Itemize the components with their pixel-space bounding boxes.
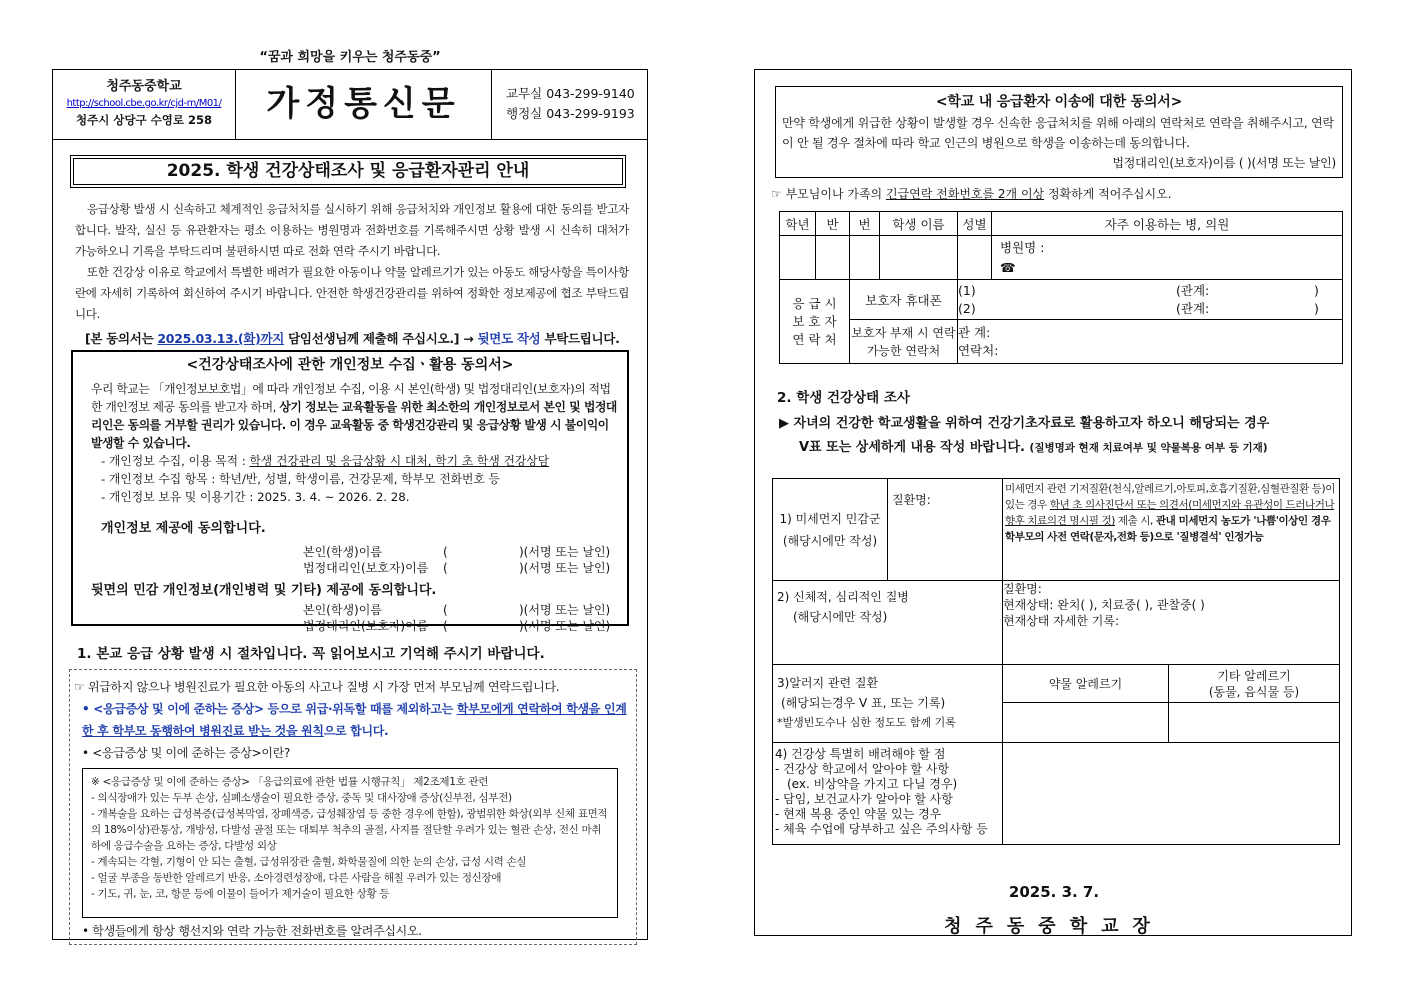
emergency-contact-label: 응 급 시 보 호 자 연 락 처	[780, 280, 850, 364]
agree-sensitive-info: 뒷면의 민감 개인정보(개인병력 및 기타) 제공에 동의합니다.	[91, 583, 437, 598]
special-care-label: 4) 건강상 특별히 배려해야 할 점 - 건강상 학교에서 알아야 할 사항 (ex. 비상약을 가지고 다닐 경우) - 담임, 보건교사가 알아야 할 사항 - 현재 복용 중인 약물 있는 경우 - 체육 수업에 당부하고 싶은 주의사항 등	[773, 743, 1003, 845]
grade-field[interactable]	[780, 236, 816, 280]
symptom-1: - 의식장애가 있는 두부 손상, 심폐소생술이 필요한 증상, 중독 및 대사장애 증상(신부전, 심부전)	[91, 792, 512, 804]
consent-title: <건강상태조사에 관한 개인정보 수집ㆍ활용 동의서>	[186, 357, 514, 373]
letter-header	[53, 70, 647, 140]
due-date: 2025.03.13.(화)까지	[157, 331, 285, 346]
fine-dust-label: 1) 미세먼지 민감군 (해당시에만 작성)	[773, 479, 888, 581]
consent-item-period: - 개인정보 보유 및 이용기간 : 2025. 3. 4. ~ 2026. 2. 28.	[101, 490, 410, 504]
transfer-consent-signature[interactable]: 법정대리인(보호자)이름 ( )(서명 또는 날인)	[1112, 156, 1336, 170]
student-contact-table	[779, 211, 1343, 364]
transfer-consent-title: <학교 내 응급환자 이송에 대한 동의서>	[935, 94, 1183, 110]
emergency-procedure-box	[69, 669, 637, 945]
notice-text: 부탁드립니다.	[540, 331, 620, 346]
submission-notice	[85, 329, 647, 347]
signature-student-1[interactable]: 본인(학생)이름 ( )(서명 또는 날인)	[303, 545, 611, 559]
procedure-line-1: ☞ 위급하지 않으나 병원진료가 필요한 아동의 사고나 질병 시 가장 먼저 부모님께 연락드립니다.	[74, 680, 560, 694]
name-field[interactable]	[880, 236, 958, 280]
gender-field[interactable]	[958, 236, 992, 280]
school-url-link[interactable]: http://school.cbe.go.kr/cjd-m/M01/	[66, 98, 222, 109]
symptom-2: - 개복술을 요하는 급성복증(급성복막염, 장폐색증, 급성췌장염 등 중한 경우에 한함), 광범위한 화상(외부 신체 표면적의 18%이상)관통상, 개방성, 다발성 골절 또는 대퇴부 척추의 골절, 사지를 절단할 우려가 있는 혈관 손상, 전신 마취하에 응급수술을 요하는 증상, 다발성 외상	[91, 808, 608, 852]
school-info	[53, 70, 236, 139]
doc-title-box	[70, 155, 626, 188]
notice-text: 담임선생님께 제출해 주십시오.] →	[284, 331, 478, 346]
guardian-mobile-field[interactable]: (1) (관계: ) (2) (관계: )	[958, 280, 1343, 320]
allergy-label: 3)알러지 관련 질환 (해당되는경우 V 표, 또는 기록) *발생빈도수나 심한 정도도 함께 기록	[773, 665, 1003, 743]
hospital-field[interactable]: 병원명 : ☎	[992, 236, 1343, 280]
col-name: 학생 이름	[880, 212, 958, 236]
consent-item-purpose: - 개인정보 수집, 이용 목적 : 학생 건강관리 및 응급상황 시 대처, 학기 초 학생 건강상담	[101, 454, 550, 468]
fine-dust-note: 미세먼지 관련 기저질환(천식,알레르기,아토피,호흡기질환,심혈관질환 등)이 있는 경우 학년 초 의사진단서 또는 의견서(미세먼지와 유관성이 드러나거나 향후 치료의견 명시필 것) 제출 시, 관내 미세먼지 농도가 '나쁨'이상인 경우 학부모의 사전 연락(문자,전화 등)으로 '질병결석' 인정가능	[1003, 479, 1340, 581]
consent-body-bold: 상기 정보는 교육활동을 위한 최소한의 개인정보로서 본인 및 법정대리인은 동의를 거부할 권리가 있습니다. 이 경우 교육활동 중 학생건강관리 및 응급상황 발생 시 불이익이 발생할 수 있습니다.	[91, 400, 617, 450]
back-side-notice: 뒷면도 작성	[477, 331, 541, 346]
emergency-symptoms-box	[82, 768, 618, 918]
other-allergy-header: 기타 알레르기 (동물, 음식물 등)	[1169, 665, 1340, 703]
health-status-table	[772, 478, 1340, 845]
col-hospital: 자주 이용하는 병, 의원	[992, 212, 1343, 236]
class-field[interactable]	[816, 236, 850, 280]
phone-icon: ☎	[1000, 259, 1016, 275]
intro-paragraph-1: 응급상황 발생 시 신속하고 체계적인 응급처치를 실시하기 위해 응급처치와 개인정보 활용에 대한 동의를 받고자 합니다. 발작, 실신 등 유관환자는 평소 이용하는 병원명과 전화번호를 기록해주시면 상황 발생 시 신속히 대처가 가능하오니 기록을 부탁드리며 불편하시면 따로 전화 연락 주시기 바랍니다.	[75, 202, 629, 258]
notice-text: [본 동의서는	[85, 331, 158, 346]
contact-hint: ☞ 부모님이나 가족의 긴급연락 전화번호를 2개 이상 정확하게 적어주십시오.	[771, 187, 1172, 201]
school-name: 청주동중학교	[106, 79, 182, 94]
col-class: 반	[816, 212, 850, 236]
col-grade: 학년	[780, 212, 816, 236]
privacy-consent-box	[71, 350, 629, 633]
signature-guardian-1[interactable]: 법정대리인(보호자)이름 ( )(서명 또는 날인)	[303, 561, 611, 575]
signature-guardian-2[interactable]: 법정대리인(보호자)이름 ( )(서명 또는 날인)	[303, 619, 611, 633]
phone-numbers	[492, 70, 635, 139]
consent-body: 우리 학교는 「개인정보보호법」에 따라 개인정보 수집, 이용 시 본인(학생) 및 법정대리인(보호자)의 적법한 개인정보 제공 동의를 받고자 하며,	[91, 382, 611, 414]
school-address: 청주시 상당구 수영로 258	[76, 113, 212, 127]
col-number: 번	[850, 212, 880, 236]
consent-item-items: - 개인정보 수집 항목 : 학년/반, 성별, 학생이름, 건강문제, 학부모 전화번호 등	[101, 472, 500, 486]
section-2-desc: ▶ 자녀의 건강한 학교생활을 위하여 건강기초자료로 활용하고자 하오니 해당되는 경우 V표 또는 상세하게 내용 작성 바랍니다. (질병명과 현재 치료여부 및 약물복용 여부 등 기재)	[779, 416, 1270, 455]
tel-admin: 행정실 043-299-9193	[506, 106, 635, 121]
intro-text	[75, 199, 629, 325]
guardian-mobile-label: 보호자 휴대폰	[850, 280, 958, 320]
letter-title: 가정통신문	[236, 70, 492, 139]
procedure-line-4: • 학생들에게 항상 행선지와 연락 가능한 전화번호를 알려주십시오.	[82, 924, 422, 938]
other-allergy-field[interactable]	[1169, 703, 1340, 743]
principal-signature: 청주동중학교장	[944, 916, 1164, 937]
symptom-3: - 계속되는 각혈, 기형이 안 되는 출혈, 급성위장관 출혈, 화학물질에 의한 눈의 손상, 급성 시력 손실	[91, 856, 527, 868]
symptom-4: - 얼굴 부종을 동반한 알레르기 반응, 소아경련성장애, 다른 사람을 해칠 우려가 있는 정신장애	[91, 872, 502, 884]
drug-allergy-header: 약물 알레르기	[1003, 665, 1169, 703]
special-care-field[interactable]	[1003, 743, 1340, 845]
agree-personal-info: 개인정보 제공에 동의합니다.	[101, 521, 266, 536]
letter-date: 2025. 3. 7.	[1008, 883, 1100, 901]
number-field[interactable]	[850, 236, 880, 280]
section-1-title: 1. 본교 응급 상황 발생 시 절차입니다. 꼭 읽어보시고 기억해 주시기 바랍니다.	[77, 646, 545, 662]
symptoms-title: ※ <응급증상 및 이에 준하는 증상> 「응급의료에 관한 법률 시행규칙」 제2조제1호 관련	[91, 776, 489, 788]
section-2-title: 2. 학생 건강상태 조사	[777, 390, 910, 406]
school-motto: “꿈과 희망을 키우는 청주동중”	[259, 50, 441, 65]
procedure-line-2: • <응급증상 및 이에 준하는 증상> 등으로 위급·위독할 때를 제외하고는 학부모에게 연락하여 학생을 인계한 후 학부모 동행하여 병원진료 받는 것을 원칙으로 합니다.	[82, 702, 627, 738]
absent-contact-field[interactable]: 관 계: 연락처:	[958, 320, 1343, 364]
illness-label: 2) 신체적, 심리적인 질병 (해당시에만 작성)	[773, 581, 1003, 665]
illness-field[interactable]: 질환명: 현재상태: 완치( ), 치료중( ), 관찰중( ) 현재상태 자세한 기록:	[1003, 581, 1340, 665]
signature-student-2[interactable]: 본인(학생)이름 ( )(서명 또는 날인)	[303, 603, 611, 617]
left-page	[52, 69, 648, 940]
drug-allergy-field[interactable]	[1003, 703, 1169, 743]
tel-academic: 교무실 043-299-9140	[506, 86, 635, 101]
symptom-5: - 기도, 귀, 눈, 코, 항문 등에 이물이 들어가 제거술이 필요한 상황 등	[91, 888, 390, 900]
transfer-consent-box	[775, 86, 1343, 178]
doc-title: 2025. 학생 건강상태조사 및 응급환자관리 안내	[73, 158, 623, 185]
transfer-consent-body: 만약 학생에게 위급한 상황이 발생할 경우 신속한 응급처치를 위해 아래의 연락처로 연락을 취해주시고, 연락이 안 될 경우 절차에 따라 학교 인근의 병원으로 학생을 이송하는데 동의합니다.	[782, 116, 1334, 150]
right-page	[754, 69, 1352, 936]
absent-contact-label: 보호자 부재 시 연락가능한 연락처	[850, 320, 958, 364]
fine-dust-field[interactable]: 질환명:	[888, 479, 1003, 581]
procedure-line-3: • <응급증상 및 이에 준하는 증상>이란?	[82, 746, 291, 760]
intro-paragraph-2: 또한 건강상 이유로 학교에서 특별한 배려가 필요한 아동이나 약물 알레르기가 있는 아동도 해당사항을 특이사항란에 자세히 기록하여 회신하여 주시기 바랍니다. 안전한 학생건강관리를 위하여 정확한 정보제공에 협조 부탁드립니다.	[75, 265, 629, 321]
col-gender: 성별	[958, 212, 992, 236]
